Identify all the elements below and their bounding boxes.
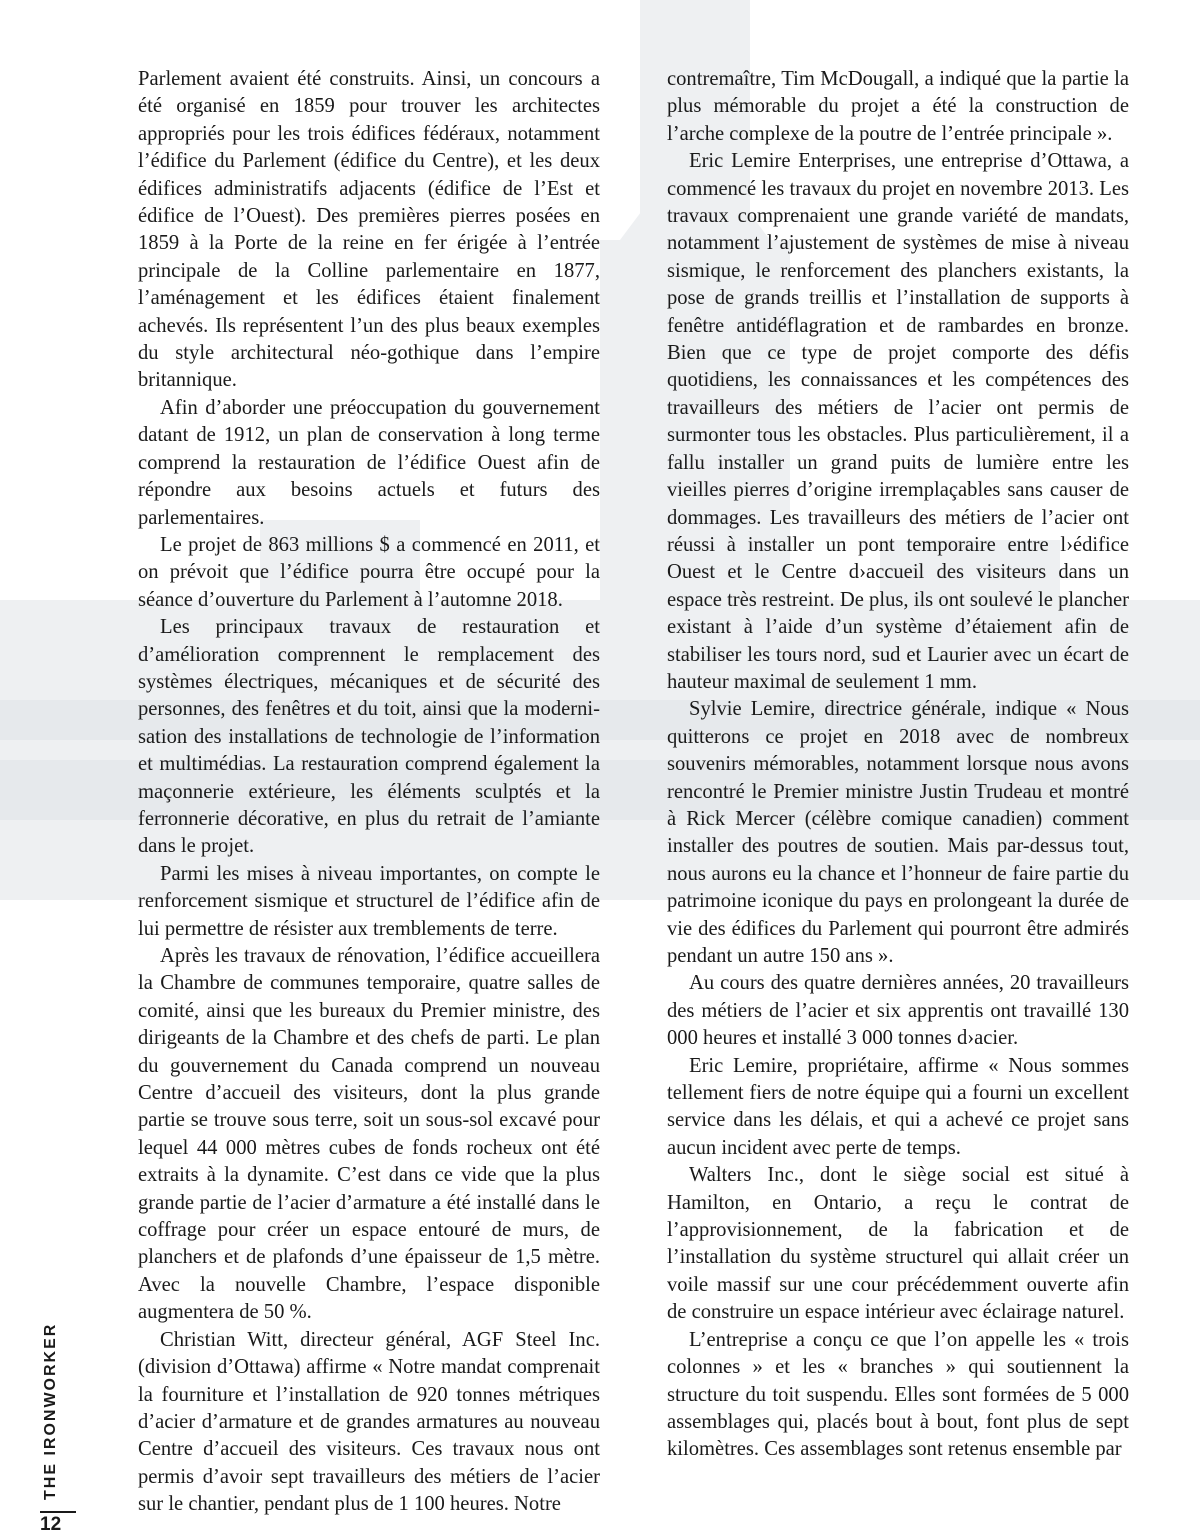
page-number: 12	[40, 1514, 62, 1535]
right-paragraph-1: contremaître, Tim McDougall, a indiqué que la partie la plus mémorable du projet a été la construction de l’arche complexe de la poutre de l’entrée principale ».	[667, 68, 1129, 145]
right-paragraph-7: L’entreprise a conçu ce que l’on appelle les « trois colonnes » et les « branches » qui soutiennent la structure du toit suspendu. Elles sont formées de 5 000 assemblages qui, placés bout à bout, font plus de sept kilomètres. Ces assemblages sont retenus ensemble par	[667, 1328, 1129, 1461]
left-paragraph-4: Les principaux travaux de restauration et d’amélioration comprennent le remplacement des systèmes électriques, mécaniques et de sécurité des personnes, des fenêtres et du toit, ainsi que la moderni-sation des installations de technologie de l’information et multimédias. La restauration comprend également la maçonnerie extérieure, les éléments sculptés et la ferronnerie décorative, en plus du retrait de l’amiante dans le projet.	[138, 616, 600, 858]
publication-name: THE IRONWORKER	[42, 1322, 59, 1500]
left-paragraph-2: Afin d’aborder une préoccupation du gouvernement datant de 1912, un plan de conservation à long terme comprend la restauration de l’édifice Ouest afin de répondre aux besoins actuels et futurs des parlementaires.	[138, 396, 600, 529]
page-number-divider	[40, 1511, 76, 1513]
left-text-column	[138, 66, 600, 1519]
right-text-column	[667, 66, 1129, 1464]
right-paragraph-3: Sylvie Lemire, directrice générale, indique « Nous quitterons ce projet en 2018 avec de nombreux souvenirs mémorables, notamment lorsque nous avons rencontré le Premier ministre Justin Trudeau et montré à Rick Mercer (célèbre comique canadien) comment installer des poutres de soutien. Mais par-dessus tout, nous aurons eu la chance et l’honneur de faire partie du patrimoine iconique du pays en prolongeant la durée de vie des édifices du Parlement qui pourront être admirés pendant un autre 150 ans ».	[667, 698, 1129, 967]
left-paragraph-6: Après les travaux de rénovation, l’édifice accueillera la Chambre de communes temporaire, quatre salles de comité, ainsi que les bureaux du Premier ministre, des dirigeants de la Chambre et des chefs de parti. Le plan du gouvernement du Canada comprend un nouveau Centre d’accueil des visiteurs, dont la plus grande partie se trouve sous terre, soit un sous-sol excavé pour lequel 44 000 mètres cubes de fonds rocheux ont été extraits à la dynamite. C’est dans ce vide que la plus grande partie de l’acier d’armature a été installé dans le coffrage pour créer un espace entouré de murs, de planchers et de plafonds d’une épaisseur de 1,5 mètre. Avec la nouvelle Chambre, l’espace disponible augmentera de 50 %.	[138, 945, 600, 1324]
left-paragraph-5: Parmi les mises à niveau importantes, on compte le renforcement sismique et structurel de l’édifice afin de lui permettre de résister aux tremblements de terre.	[138, 862, 600, 940]
left-paragraph-7: Christian Witt, directeur général, AGF Steel Inc. (division d’Ottawa) affirme « Notre mandat comprenait la fourniture et l’installation de 920 tonnes métriques d’acier d’armature et de grandes armatures au nouveau Centre d’accueil des visiteurs. Ces travaux nous ont permis d’avoir sept travailleurs des métiers de l’acier sur le chantier, pendant plus de 1 100 heures. Notre	[138, 1328, 600, 1516]
right-paragraph-4: Au cours des quatre dernières années, 20 travailleurs des métiers de l’acier et six apprentis ont travaillé 130 000 heures et installé 3 000 tonnes d›acier.	[667, 972, 1129, 1050]
right-paragraph-2: Eric Lemire Enterprises, une entreprise d’Ottawa, a commencé les travaux du projet en novembre 2013. Les travaux comprenaient une grande variété de mandats, notamment l’ajustement de systèmes de mise à niveau sismique, le renforcement des planchers existants, la pose de grands treillis et l’installation de supports à fenêtre antidéflagration et de rambardes en bronze. Bien que ce type de projet comporte des défis quotidiens, les connaissances et les compétences des travailleurs des métiers de l’acier ont permis de surmonter tous les obstacles. Plus particulièrement, il a fallu installer un grand puits de lumière entre les vieilles pierres d’origine irremplaçables sans causer de dommages. Les travailleurs des métiers de l’acier ont réussi à installer un pont temporaire entre l›édifice Ouest et le Centre d›accueil des visiteurs dans un espace très restreint. De plus, ils ont soulevé le plancher existant à l’aide d’un système d’étaiement afin de stabiliser les tours nord, sud et Laurier avec un écart de hauteur maximal de seulement 1 mm.	[667, 150, 1129, 693]
right-paragraph-5: Eric Lemire, propriétaire, affirme « Nous sommes tellement fiers de notre équipe qui a fourni un excellent service dans les délais, et qui a achevé ce projet sans aucun incident avec perte de temps.	[667, 1054, 1129, 1159]
right-paragraph-6: Walters Inc., dont le siège social est situé à Hamilton, en Ontario, a reçu le contrat de l’approvisionnement, de la fabrication et de l’installation du système structurel qui allait créer un voile massif sur une cour précédemment ouverte afin de construire un espace intérieur avec éclairage naturel.	[667, 1164, 1129, 1324]
left-paragraph-3: Le projet de 863 millions $ a commencé en 2011, et on prévoit que l’édifice pourra être occupé pour la séance d’ouverture du Parlement à l’automne 2018.	[138, 533, 600, 611]
left-paragraph-1: Parlement avaient été construits. Ainsi, un concours a été organisé en 1859 pour trouver les architectes appropriés pour les trois édifices fédéraux, notamment l’édifice du Parlement (édifice du Centre), et les deux édifices administratifs adjacents (édifice de l’Est et édifice de l’Ouest). Des premières pierres posées en 1859 à la Porte de la reine en fer érigée à l’entrée principale de la Colline parlementaire en 1877, l’aménagement et les édifices étaient finalement achevés. Ils représentent l’un des plus beaux exemples du style architectural néo-gothique dans l’empire britannique.	[138, 68, 600, 392]
